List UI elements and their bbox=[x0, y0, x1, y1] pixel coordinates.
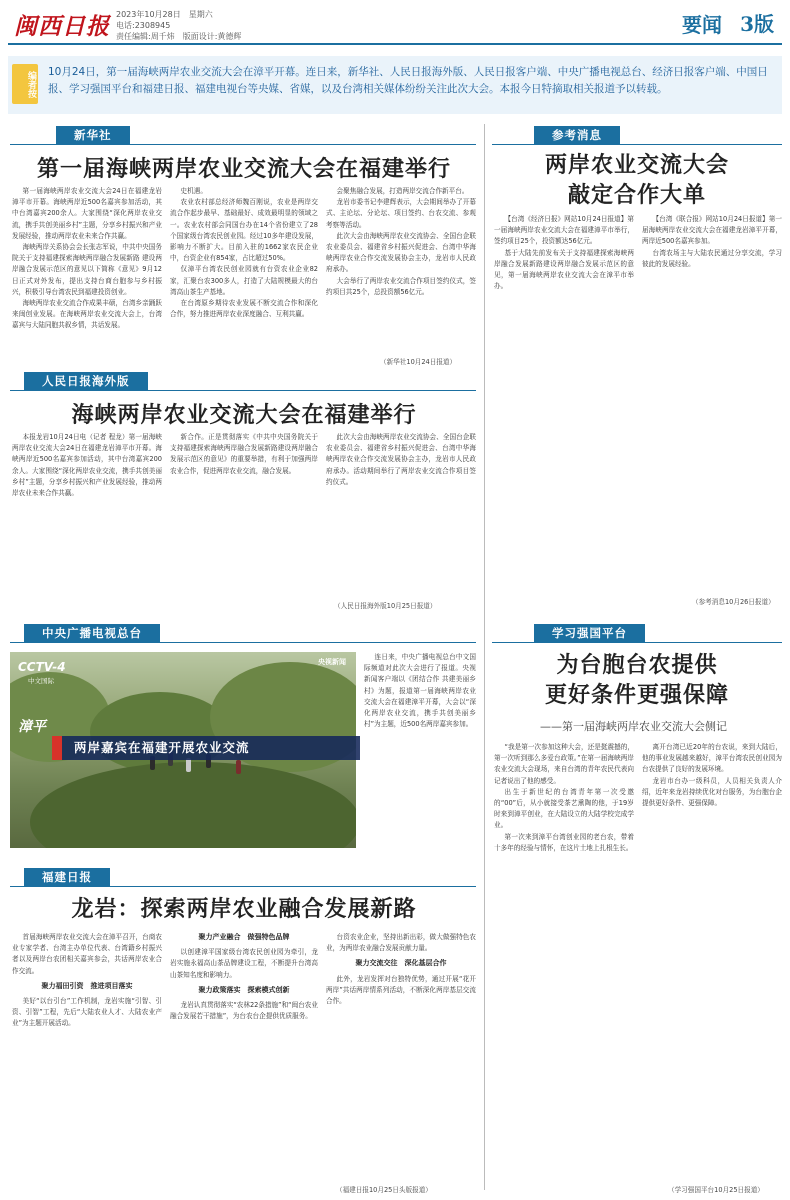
paragraph: 【台湾《经济日报》网站10月24日报道】第一届海峡两岸农业交流大会在福建漳平市举行，签约项目25个，投资额达56亿元。 bbox=[494, 215, 634, 246]
section-label-cctv: 中央广播电视总台 bbox=[24, 624, 160, 642]
label-rule bbox=[10, 886, 476, 887]
paragraph: 美好“以台引台”工作机制，龙岩实施“引智、引资、引智”工程，先后“大陆农业人才、大陆农业产业”为主题开展活动。 bbox=[12, 997, 162, 1028]
credit-xuexi: （学习强国平台10月25日报道） bbox=[668, 1186, 764, 1194]
xuexi-col-2 bbox=[642, 742, 782, 1172]
paragraph: 龙岩市委书记李建辉表示，大会期间举办了开幕式、主论坛、分论坛、项目签约、台农交流、参观考察等活动。 bbox=[326, 198, 476, 229]
editor-credit: 责任编辑:周千炜 版面设计:黄德辉 bbox=[116, 32, 242, 41]
page-number: 3版 bbox=[740, 12, 774, 36]
people-daily-col-3 bbox=[326, 432, 476, 532]
paragraph: 台资农业企业，坚持出新出彩，做大做强特色农业，为两岸农业融合发展贡献力量。 bbox=[326, 933, 476, 953]
subtitle-xuexi: ——第一届海峡两岸农业交流大会侧记 bbox=[540, 720, 727, 733]
fujian-col-2 bbox=[170, 932, 318, 1180]
paragraph: 此次大会由海峡两岸农业交流协会、全国台企联农业委员会、福建省乡村振兴促进会、台湾中华海峡两岸农业合作交流发展协会主办，龙岩市人民政府承办。活动期间举行了两岸农业交流合作项目签约仪式。 bbox=[326, 433, 476, 486]
issue-meta bbox=[116, 9, 241, 42]
label-rule bbox=[492, 144, 782, 145]
fujian-col-1 bbox=[12, 932, 162, 1180]
paragraph: 会聚焦融合发展，打造两岸交流合作新平台。 bbox=[336, 187, 469, 195]
fujian-col-3 bbox=[326, 932, 476, 1180]
subheading: 聚力政策落实 探索模式创新 bbox=[198, 985, 290, 994]
paragraph: 连日来，中央广播电视总台中文国际频道对此次大会进行了报道。央视新闻客户端以《团结合作 共建美丽乡村》为题，报道第一届海峡两岸农业交流大会在福建漳平开幕，大会以“深化两岸农业交流，携手共创美丽乡村”为主题，近500名两岸嘉宾参加。 bbox=[364, 653, 476, 729]
label-rule bbox=[10, 642, 476, 643]
paragraph: 农业农村部总经济师魏百刚说，农业是两岸交流合作起步最早、基础最好、成效最明显的领域之一。农业农村部会同国台办在14个省份建立了28个国家级台湾农民创业园。经过10多年建设发展，影响力不断扩大。目前入驻的1662家农民企业中，台资企业有854家，占比超过50%。 bbox=[170, 198, 318, 263]
headline-line: 为台胞台农提供 bbox=[556, 652, 718, 678]
headline-people-daily: 海峡两岸农业交流大会在福建举行 bbox=[71, 402, 417, 428]
label-rule bbox=[492, 642, 782, 643]
headline-fujian-daily: 龙岩：探索两岸农业融合发展新路 bbox=[71, 896, 417, 922]
subheading: 聚力福田引资 推进项目落实 bbox=[41, 981, 133, 990]
paragraph: 第一次来到漳平台湾创业园的老台农，带着十多年的经验与情怀，在这片土地上扎根生长。 bbox=[494, 832, 634, 852]
paragraph: 第一届海峡两岸农业交流大会24日在福建龙岩漳平市开幕。海峡两岸近500名嘉宾参加活动，其中台湾嘉宾200余人。大家围绕“深化两岸农业交流，携手共创美丽乡村”主题，分享乡村振兴和产业发展经验，推动两岸农业未来合作共赢。 bbox=[12, 187, 162, 240]
section-name: 要闻 bbox=[682, 13, 722, 37]
credit-xinhua: （新华社10月24日报道） bbox=[380, 358, 457, 366]
headline-xuexi bbox=[492, 650, 782, 710]
section-label-fujian-daily: 福建日报 bbox=[24, 868, 110, 886]
credit-reference-news: （参考消息10月26日报道） bbox=[692, 598, 775, 606]
paragraph: 基于大陆先前发布关于支持福建探索海峡两岸融合发展新路建设两岸融合发展示范区的意见，第一届海峡两岸农业交流大会在漳平市举办。 bbox=[494, 248, 634, 291]
headline-line: 两岸农业交流大会 bbox=[544, 152, 729, 178]
people-daily-col-1 bbox=[12, 432, 162, 522]
cctv-text bbox=[364, 652, 476, 848]
video-caption: 两岸嘉宾在福建开展农业交流 bbox=[62, 736, 360, 760]
paragraph: 在台湾原乡期待农业发展不断交流合作和深化合作，努力推进两岸农业深度融合、互利共赢。 bbox=[170, 299, 318, 319]
section-label-xuexi: 学习强国平台 bbox=[534, 624, 645, 642]
reference-col-2 bbox=[642, 214, 782, 610]
paragraph: 出生于新世纪的台湾青年第一次受邀的“00”后，从小就接受茶艺熏陶的他，于19岁时来到漳平创业，在大陆设立的大陆学校完成学业。 bbox=[494, 787, 634, 830]
cctv-channel: 中文国际 bbox=[28, 677, 54, 685]
paragraph: 仅漳平台湾农民创业园就有台资农业企业82家，汇聚台农300多人，打造了大陆规模最大的台湾高山茶生产基地。 bbox=[170, 265, 318, 296]
xinhua-col-3 bbox=[326, 186, 476, 354]
headline-line: 敲定合作大单 bbox=[567, 182, 706, 208]
paragraph: 史机遇。 bbox=[180, 187, 207, 195]
header-rule bbox=[8, 43, 782, 45]
paragraph: 新合作。正是贯彻落实《中共中央国务院关于支持福建探索海峡两岸融合发展新路建设两岸融合发展示范区的意见》的重要举措，有利于加强两岸农业合作，促进两岸农业交流，融合发展。 bbox=[170, 433, 318, 475]
subheading: 聚力交流交往 深化基层合作 bbox=[355, 959, 447, 968]
credit-people-daily: （人民日报海外版10月25日报道） bbox=[334, 602, 437, 610]
credit-fujian-daily: （福建日报10月25日头版报道） bbox=[336, 1186, 432, 1194]
headline-xinhua: 第一届海峡两岸农业交流大会在福建举行 bbox=[36, 156, 451, 182]
label-rule bbox=[10, 144, 476, 145]
paragraph: 本报龙岩10月24日电（记者 程龙）第一届海峡两岸农业交流大会24日在福建龙岩漳平市开幕。海峡两岸近500名嘉宾参加活动，其中台湾嘉宾200余人。大家围绕“深化两岸农业交流，携手共创美丽乡村”主题，分享乡村振兴和产业发展经验，推动两岸农业未来合作共赢。 bbox=[12, 433, 162, 498]
paragraph: 【台湾《联合报》网站10月24日报道】第一届海峡两岸农业交流大会在福建龙岩漳平开幕，两岸近500名嘉宾参加。 bbox=[642, 215, 782, 246]
live-badge: 央视新闻 bbox=[318, 658, 346, 666]
masthead-logo: 闽西日报 bbox=[14, 13, 110, 40]
paragraph: “我是第一次参加这种大会，还是挺震撼的，第一次听到那么多爱台政策。”在第一届海峡两岸农业交流大会现场，来自台湾的青年农民代表向记者说出了他的感受。 bbox=[494, 743, 634, 785]
headline-reference-news bbox=[492, 150, 782, 210]
reference-col-1 bbox=[494, 214, 634, 610]
paragraph: 此外，龙岩发挥对台独特优势，通过开展“花开两岸”共话两岸情系列活动，不断深化两岸基层交流合作。 bbox=[326, 974, 476, 1006]
paragraph: 龙岩市台办一级科员，人员相关负责人介绍，近年来龙岩持续优化对台服务，为台胞台企提供更好条件、更强保障。 bbox=[642, 776, 782, 808]
xinhua-col-2 bbox=[170, 186, 318, 366]
paragraph: 龙岩认真贯彻落实“农林22条措施”和“闽台农业融合发展若干措施”，为台农台企提供优质服务。 bbox=[170, 1001, 318, 1021]
caption-accent bbox=[52, 736, 62, 760]
paragraph: 海峡两岸关系协会会长张志军说，中共中央国务院关于支持福建探索海峡两岸融合发展新路 建设两岸融合发展示范区的意见以下简称《意见》9月12日正式对外发布，提出支持台商台胞参与乡村振兴，积极引导台湾农民到福建投资创业。 bbox=[12, 243, 162, 296]
label-rule bbox=[10, 390, 476, 391]
paragraph: 首届海峡两岸农业交流大会在漳平召开，台商农业专家学者、台湾主办单位代表、台湾籍乡村振兴者以及两岸台农团相关嘉宾参会，共话两岸农业合作交流。 bbox=[12, 933, 162, 975]
subheading: 聚力产业融合 做强特色品牌 bbox=[198, 933, 290, 941]
editor-note-badge: 编者按 bbox=[12, 64, 38, 104]
paragraph: 海峡两岸农业交流合作成果丰硕，台湾乡亲踊跃来闽创业发展。在海峡两岸农业交流大会上，台湾嘉宾与大陆同胞共叙乡情，共话发展。 bbox=[12, 299, 162, 330]
paragraph: 以创建漳平国家级台湾农民创业园为牵引，龙岩实施永福高山茶品牌建设工程，不断提升台湾高山茶知名度和影响力。 bbox=[170, 948, 318, 979]
cctv-logo: CCTV-4 bbox=[18, 660, 66, 674]
people-daily-col-2 bbox=[170, 432, 318, 532]
issue-date: 2023年10月28日 星期六 bbox=[116, 10, 213, 19]
editor-note-text: 10月24日，第一届海峡两岸农业交流大会在漳平开幕。连日来，新华社、人民日报海外版、人民日报客户端、中央广播电视总台、经济日报客户端、中国日报、学习强国平台和福建日报、福建电视台等央媒、省媒，以及台湾相关媒体纷纷关注此次大会。本报今日特摘取相关报道予以转载。 bbox=[48, 66, 768, 95]
headline-line: 更好条件更强保障 bbox=[544, 682, 729, 708]
phone: 电话:2308945 bbox=[116, 21, 171, 30]
video-watermark: 漳平 bbox=[18, 719, 46, 735]
paragraph: 大会举行了两岸农业交流合作项目签约仪式，签约项目共25个，总投资额56亿元。 bbox=[326, 276, 476, 296]
paragraph: 台湾农场主与大陆农民通过分享交流，学习彼此的发展经验。 bbox=[642, 248, 782, 268]
section-label-reference-news: 参考消息 bbox=[534, 126, 620, 144]
xuexi-col-1 bbox=[494, 742, 634, 1182]
section-label-people-daily: 人民日报海外版 bbox=[24, 372, 148, 390]
paragraph: 此次大会由海峡两岸农业交流协会、全国台企联农业委员会、福建省乡村振兴促进会、台湾中华海峡两岸农业合作交流发展协会主办，龙岩市人民政府承办。 bbox=[326, 231, 476, 274]
column-divider bbox=[484, 124, 485, 1190]
xinhua-col-1 bbox=[12, 186, 162, 366]
paragraph: 离开台湾已近20年的台农说，来到大陆后，他的事业发展越来越好，漳平台湾农民创业园为台农提供了良好的发展环境。 bbox=[642, 743, 782, 774]
section-label-xinhua: 新华社 bbox=[56, 126, 130, 144]
